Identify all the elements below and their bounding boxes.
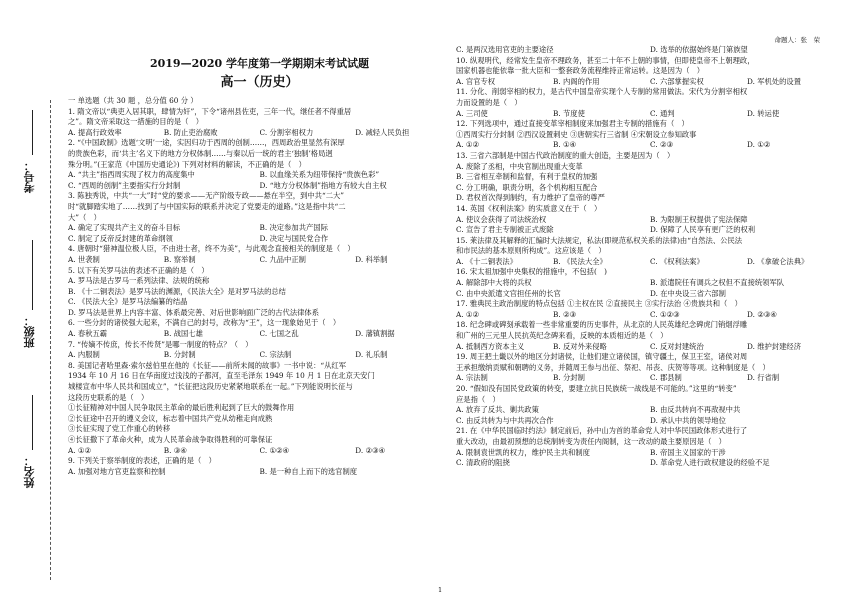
option-row bbox=[456, 458, 844, 469]
answer-option: A. 确定了实现共产主义的奋斗目标 bbox=[68, 223, 181, 233]
answer-option: D. ②③④ bbox=[355, 445, 386, 455]
option-row bbox=[456, 310, 844, 321]
question-line: 大”（ ） bbox=[68, 212, 101, 222]
question-line: 王承担缴纳贡赋和朝聘的义务，并随周王参与出征、祭祀、吊丧、庆贺等等项。这种制度是（ ） bbox=[456, 362, 770, 372]
question-line: 12. 下列选项中，通过直接变革宰相制度来加强君主专制的措施有（ ） bbox=[456, 119, 689, 129]
question-line: 重大改动，由最初预想的总统制转变为责任内阁制，这一改动的最主要原因是（ ） bbox=[456, 436, 726, 446]
answer-option: C. “西周的创制”主要指实行分封制 bbox=[68, 180, 181, 190]
option-row bbox=[68, 446, 451, 457]
option-row bbox=[456, 109, 844, 120]
answer-option: D. “地方分权体制”指地方有较大自主权 bbox=[259, 180, 387, 190]
question-line: B. 《十二铜表法》是罗马法的渊源，《民法大全》是对罗马法的总结 bbox=[68, 286, 286, 296]
question-line: 11. 分化、削弱宰相的权力，是古代中国皇帝实现个人专制的常用做法。宋代为分割宰相权 bbox=[456, 87, 748, 97]
answer-option: B. 察举制 bbox=[163, 254, 196, 264]
left-column bbox=[68, 45, 451, 477]
option-row bbox=[68, 467, 451, 478]
answer-option: A. 限制袁世凯的权力，维护民主共和制度 bbox=[456, 447, 590, 457]
question-line: 16. 宋太祖加强中央集权的措施中，不包括( ) bbox=[456, 267, 607, 277]
answer-option: D. 《拿破仑法典》 bbox=[747, 256, 809, 266]
question-line: C. 分工明确，职责分明，各个机构相互配合 bbox=[456, 182, 598, 192]
option-row bbox=[456, 416, 844, 427]
option-row bbox=[456, 373, 844, 384]
answer-option: A. 世袭制 bbox=[68, 254, 100, 264]
question-line: 之”。隋文帝采取这一措施的目的是（ ） bbox=[68, 117, 204, 127]
question-line: 应是指（ ） bbox=[456, 394, 500, 404]
question-line: D. 罗马法是世界上内容丰富、体系最完善、对后世影响面广泛的古代法律体系 bbox=[68, 307, 320, 317]
answer-option: D. ①② bbox=[747, 140, 771, 150]
question-line: ④长征撒下了革命火种，成为人民革命战争取得胜利的可靠保证 bbox=[68, 435, 273, 444]
answer-option: D. 在中央设三省六部制 bbox=[650, 288, 726, 298]
answer-option: D. 军机处的设置 bbox=[747, 76, 802, 86]
name-label: 姓名： bbox=[23, 455, 36, 488]
answer-option: C. ①②④ bbox=[259, 445, 290, 455]
class-blank[interactable] bbox=[32, 240, 33, 310]
question-line: 国家机器也能依靠一批大臣和一整套政务流程维持正常运转。这是因为（ ） bbox=[456, 66, 705, 76]
answer-option: C. 郡县制 bbox=[650, 373, 682, 383]
answer-option: B. 分封制 bbox=[163, 350, 196, 360]
answer-option: B. 防止吏治腐败 bbox=[163, 127, 218, 137]
question-line: 20. “假如没有国民党政策的转变，要建立抗日民族统一战线是不可能的。”这里的“转变” bbox=[456, 384, 737, 393]
question-line: 13. 三省六部制是中国古代政治制度的重大创造，主要是因为（ ） bbox=[456, 150, 675, 160]
answer-option: B. 由反共转向不再敌视中共 bbox=[650, 405, 741, 415]
answer-option: C. 九品中正制 bbox=[259, 254, 306, 264]
answer-option: B. 《民法大全》 bbox=[553, 256, 607, 266]
answer-option: C. 分割宰相权力 bbox=[259, 127, 314, 137]
answer-option: D. 转运使 bbox=[747, 108, 780, 118]
answer-option: D. 选举的依据始终是门第族望 bbox=[650, 45, 748, 54]
exam-no-blank[interactable] bbox=[32, 110, 33, 155]
answer-option: D. 保障了人民享有更广泛的权利 bbox=[650, 225, 756, 235]
answer-option: C. ②③ bbox=[650, 140, 674, 150]
option-row bbox=[456, 215, 844, 226]
option-row bbox=[68, 255, 451, 266]
question-line: 10. 纵观明代，经常发生皇帝不理政务，甚至二十年不上朝的事情，但即使皇帝不上朝理政， bbox=[456, 55, 755, 65]
option-row bbox=[456, 77, 844, 88]
left-questions bbox=[68, 96, 451, 477]
right-questions bbox=[456, 45, 844, 469]
page-number: 1 bbox=[438, 586, 443, 594]
answer-option: D. ②③④ bbox=[747, 309, 777, 319]
answer-option: D. 礼乐制 bbox=[355, 350, 388, 360]
answer-option: C. 由中央派遣文官担任州的长官 bbox=[456, 288, 561, 298]
option-row bbox=[68, 181, 451, 192]
answer-option: A. 放弃了反共、剿共政策 bbox=[456, 405, 539, 415]
answer-option: A. 《十二铜表法》 bbox=[456, 256, 517, 266]
answer-option: C. ①②③ bbox=[650, 309, 680, 319]
answer-option: C. 清政府的阻挠 bbox=[456, 458, 510, 468]
option-row bbox=[456, 405, 844, 416]
answer-option: D. 科举制 bbox=[355, 254, 388, 264]
question-line: 一 单选题（共 30 题 ，总分值 60 分 ） bbox=[68, 96, 198, 105]
option-row bbox=[456, 278, 844, 289]
question-line: A. 废除了丞相，中央官制出现重大变革 bbox=[456, 161, 583, 171]
fold-line bbox=[50, 100, 51, 580]
question-line: 的贵族色彩，而‘共主’名义下的地方分权体制……与秦以后一统的君主‘独制’格局迥 bbox=[68, 148, 333, 158]
answer-option: B. 以血缘关系为纽带保持“贵族色彩” bbox=[259, 170, 380, 180]
answer-option: C. 宣告了君主专制被正式废除 bbox=[456, 225, 554, 235]
question-line: 2. “《中国政制》选题‘文明’一途，实因归功于西周的创制……，西周政治里显然有深厚 bbox=[68, 138, 345, 148]
question-line: 5. 以下有关罗马法的表述不正确的是（ ） bbox=[68, 265, 209, 275]
question-line: D. 君权首次得到制约，有力维护了皇帝的尊严 bbox=[456, 193, 605, 203]
answer-option: C. 宗法制 bbox=[259, 350, 292, 360]
option-row bbox=[68, 350, 451, 361]
question-line: 4. 唐朝时“猎神温位极人臣，不由进士者，终不为美”，与此观念直接相关的制度是（ ） bbox=[68, 244, 355, 254]
answer-option: D. 行省制 bbox=[747, 373, 780, 383]
answer-option: A. “共主”指西周实现了权力的高度集中 bbox=[68, 170, 195, 180]
answer-option: D. 维护封建经济 bbox=[747, 341, 802, 351]
answer-option: A. 抵制西方资本主义 bbox=[456, 341, 525, 351]
answer-option: A. 春秋五霸 bbox=[68, 329, 108, 339]
answer-option: B. 分封制 bbox=[553, 373, 585, 383]
answer-option: C. 《权利法案》 bbox=[650, 256, 704, 266]
answer-option: B. 内阁的作用 bbox=[553, 76, 600, 86]
answer-option: D. 藩镇割据 bbox=[355, 329, 395, 339]
question-line: ③长征实现了党工作重心的转移 bbox=[68, 424, 171, 434]
question-line: 殊分明。”(王家范《中国历史通论》) 下列对材料的解读，不正确的是（ ） bbox=[68, 159, 306, 169]
exam-no-label: 考号： bbox=[23, 160, 36, 193]
answer-option: D. 决定与国民党合作 bbox=[259, 233, 329, 243]
option-row bbox=[456, 289, 844, 300]
answer-option: A. 官官专权 bbox=[456, 76, 496, 86]
question-line: 19. 周王把土畿以外的地区分封诸侯，让他们建立诸侯国，镇守疆土，保卫王室，诸侯对周 bbox=[456, 352, 748, 362]
question-line: 8. 美国记者哈里森·索尔兹伯里在他的《长征——前所未闻的故事》一书中说：“从红军 bbox=[68, 360, 347, 370]
question-line: 9. 下列关于察举制度的表述，正确的是（ ） bbox=[68, 456, 216, 466]
answer-option: C. 七国之乱 bbox=[259, 329, 299, 339]
question-line: 15. 莱法律及其解释的汇编时大法规定，私法(即规范私权关系的法律)由“自然法、公民法 bbox=[456, 235, 743, 245]
question-line: C. 《民法大全》是罗马法编纂的结晶 bbox=[68, 297, 188, 307]
question-line: 17. 雅典民主政治制度的特点包括 ①主权在民 ②直接民主 ③实行法治 ④贵族共和（ ） bbox=[456, 299, 742, 309]
answer-option: D. 减轻人民负担 bbox=[355, 127, 410, 137]
answer-option: B. 为限制王权提供了宪法保障 bbox=[650, 214, 748, 224]
question-line: 18. 纪念碑或碑刻承载着一些非常重要的历史事件，从北京的人民英雄纪念碑虎门销烟浮雕 bbox=[456, 320, 748, 330]
question-line: 这段历史联系的是（ ） bbox=[68, 392, 149, 402]
question-line: 时“就脚踏实地了……找到了与中国实际的联系并决定了党要走的道路。”这是指中共“二 bbox=[68, 201, 346, 211]
option-row bbox=[68, 128, 451, 139]
answer-option: B. 战国七雄 bbox=[163, 329, 203, 339]
answer-option: B. 反对外来侵略 bbox=[553, 341, 607, 351]
question-line: 6. 一些分封的诸侯强大起来，不满自己的封号，改称为“王”，这一现象始见于（ ） bbox=[68, 318, 341, 328]
option-row bbox=[456, 225, 844, 236]
answer-option: C. 是两汉选用官吏的主要途径 bbox=[456, 45, 554, 54]
answer-option: A. 解除部中大将的兵权 bbox=[456, 278, 532, 288]
question-line: 城楼宣布中华人民共和国成立”，“长征把这段历史紧紧地联系在一起。”下列能说明长征与 bbox=[68, 382, 353, 392]
setter-label: 命题人：张 荣 bbox=[774, 36, 820, 44]
option-row bbox=[456, 448, 844, 459]
answer-option: A. 宗法制 bbox=[456, 373, 488, 383]
answer-option: B. 派遣院任有调兵之权但不直接统领军队 bbox=[650, 278, 785, 288]
question-line: ②长征途中召开的遵义会议，标志着中国共产党从幼稚走向成熟 bbox=[68, 413, 273, 423]
name-blank[interactable] bbox=[32, 395, 33, 450]
question-line: 1934 年 10 月 16 日在华南度过浅浅的子都河，直至毛泽东 1949 年 10 月 1 日在北京天安门 bbox=[68, 371, 375, 381]
option-row bbox=[456, 140, 844, 151]
answer-option: A. 使议会获得了司法统治权 bbox=[456, 214, 547, 224]
answer-option: C. 六部掌握实权 bbox=[650, 76, 704, 86]
option-row bbox=[456, 257, 844, 268]
answer-option: A. 三司使 bbox=[456, 108, 488, 118]
option-row bbox=[68, 223, 451, 234]
answer-option: A. ①② bbox=[456, 309, 479, 319]
question-line: 3. 陈独秀说，中共“一大”时“党的要求——无产阶级专政——悬在半空，到中共“二大” bbox=[68, 191, 345, 201]
answer-option: B. 决定参加共产国际 bbox=[259, 223, 328, 233]
answer-option: B. 帝国主义国家的干涉 bbox=[650, 447, 726, 457]
option-row bbox=[68, 329, 451, 340]
answer-option: A. 加强对地方官吏监察和控制 bbox=[68, 466, 166, 476]
answer-option: B. ①④ bbox=[553, 140, 577, 150]
answer-option: D. 革命党人进行政权建设的经验不足 bbox=[650, 458, 770, 468]
option-row bbox=[456, 45, 844, 56]
option-row bbox=[68, 170, 451, 181]
answer-option: A. 提高行政效率 bbox=[68, 127, 122, 137]
right-column bbox=[456, 45, 844, 469]
question-line: 力而设置的是（ ） bbox=[456, 97, 522, 107]
answer-option: D. 承认中共的领导地位 bbox=[650, 415, 726, 425]
question-line: 7. “传嫡不传庶，传长不传贤”是哪一制度的特点？（ ） bbox=[68, 339, 253, 349]
question-line: ①长征精神对中国人民争取民主革命的最后胜利起到了巨大的鼓舞作用 bbox=[68, 403, 295, 413]
option-row bbox=[456, 342, 844, 353]
question-line: ①西周实行分封制 ②西汉设置刺史 ③唐朝实行三省制 ④宋朝设立参知政事 bbox=[456, 129, 697, 139]
answer-option: C. 制定了反帝反封建的革命纲领 bbox=[68, 233, 173, 243]
binding-margin bbox=[0, 0, 75, 607]
answer-option: C. 通判 bbox=[650, 108, 675, 118]
answer-option: A. 内服制 bbox=[68, 350, 100, 360]
question-line: B. 三省相互牵制和监督，有利于皇权的加强 bbox=[456, 172, 598, 182]
answer-option: A. ①② bbox=[456, 140, 479, 150]
answer-option: B. ③④ bbox=[163, 445, 187, 455]
question-line: 和广州的三元里人民抗英纪念碑来看，反映的本质相近的是（ ） bbox=[456, 331, 668, 341]
option-row bbox=[68, 234, 451, 245]
exam-subtitle: 高一（历史） bbox=[220, 75, 299, 90]
answer-option: A. ①② bbox=[68, 445, 91, 455]
answer-option: C. 反对封建统治 bbox=[650, 341, 704, 351]
answer-option: B. 是一种自上而下的选官制度 bbox=[259, 466, 358, 476]
answer-option: B. 节度使 bbox=[553, 108, 585, 118]
class-label: 班级： bbox=[23, 315, 36, 348]
question-line: 1. 隋文帝以“典吏入居其职，肆情为奸”，下令“诸州县佐吏，三年一代，继任者不得重居 bbox=[68, 106, 352, 116]
answer-option: C. 由反共转为与中共再次合作 bbox=[456, 415, 554, 425]
question-line: 14. 英国《权利法案》的实质意义在于（ ） bbox=[456, 203, 602, 213]
question-line: 和市民法的基本原则所构成”。这应该是（ ） bbox=[456, 246, 606, 256]
exam-title: 2019—2020 学年度第一学期期末考试试题 bbox=[149, 57, 370, 70]
answer-option: B. ②③ bbox=[553, 309, 577, 319]
question-line: 21. 在《中华民国临时约法》制定前后，孙中山为首的革命党人对中华民国政体形式进行了 bbox=[456, 426, 748, 436]
question-line: A. 罗马法是古罗马一系列法律、法规的统称 bbox=[68, 276, 210, 286]
